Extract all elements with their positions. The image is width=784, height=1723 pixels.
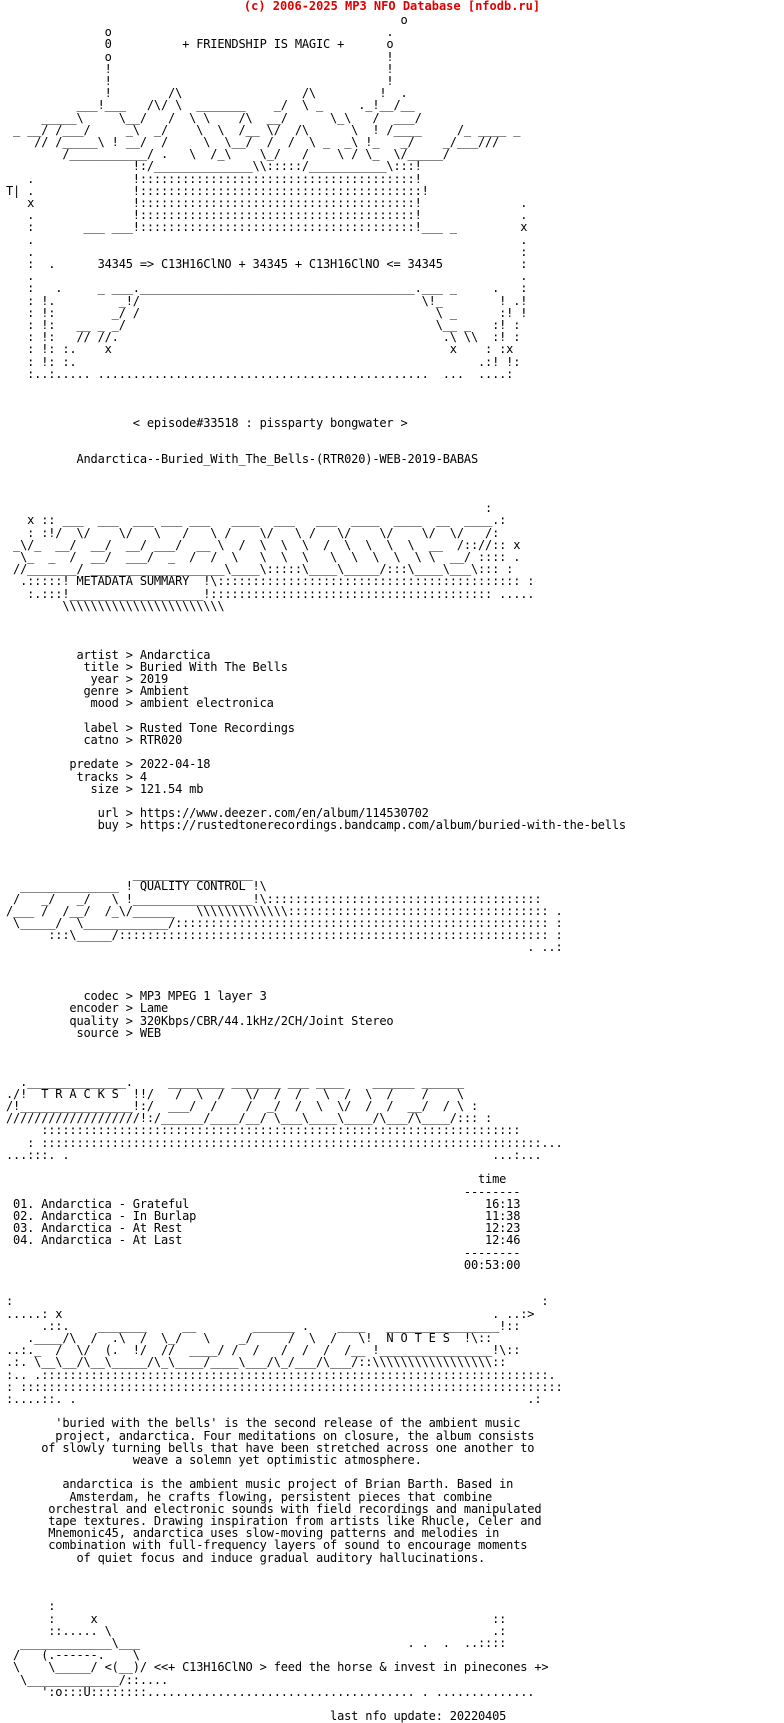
nfo-line: ///////////////////!:/______/____/__/ \___\____\____/\___/\____/::: :	[6, 1111, 493, 1126]
nfo-line: :	[6, 501, 493, 516]
nfo-line: /___ / /__/ /_\/______ \\\\\\\\\\\\\::::::::::::::::::::::::::::::::::::: .	[6, 903, 563, 918]
nfo-line: mood > ambient electronica	[6, 696, 274, 711]
nfo-line: . !:::::::::::::::::::::::::::::::::::::::! .	[6, 208, 528, 223]
nfo-line: T| . !::::::::::::::::::::::::::::::::::::::::!	[6, 183, 429, 198]
nfo-line: of slowly turning bells that have been stretched across one another to	[6, 1440, 535, 1455]
nfo-line: andarctica is the ambient music project of Brian Barth. Based in	[6, 1477, 514, 1492]
nfo-line: ! !	[6, 74, 394, 89]
nfo-line: ______________ ! QUALITY CONTROL !\	[6, 879, 267, 894]
nfo-line: _____________\___ . . . ..::::	[6, 1636, 507, 1651]
nfo-line: / (.------. \	[6, 1648, 140, 1663]
nfo-line: : !. _!/ \!_ ! .!	[6, 293, 528, 308]
nfo-line: : !: __ _ _/ \__ _ :! :	[6, 318, 521, 333]
nfo-line: Amsterdam, he crafts flowing, persistent pieces that combine	[6, 1489, 493, 1504]
nfo-line: . .	[6, 232, 528, 247]
nfo-line: : . _ ___._______________________________________.___ _ . :	[6, 281, 528, 296]
nfo-line: ..:._ / \/ (. !/ // ____/ / / / / / /__ !________________!\::	[6, 1343, 521, 1358]
nfo-line: : :::::::::::::::::::::::::::::::::::::::::::::::::::::::::::::::::::::::::::::	[6, 1379, 563, 1394]
nfo-line: size > 121.54 mb	[6, 781, 204, 796]
nfo-line: :.. .::::::::::::::::::::::::::::::::::::::::::::::::::::::::::::::::::::::::.	[6, 1367, 556, 1382]
nfo-line: 0 + FRIENDSHIP IS MAGIC + o	[6, 37, 394, 52]
nfo-line: codec > MP3 MPEG 1 layer 3	[6, 989, 267, 1004]
nfo-ascii-art	[6, 14, 626, 1722]
nfo-line: 03. Andarctica - At Rest 12:23	[6, 1221, 521, 1236]
nfo-line: predate > 2022-04-18	[6, 757, 211, 772]
nfo-line: . ..:	[6, 940, 563, 955]
nfo-line: genre > Ambient	[6, 684, 190, 699]
nfo-line: ...:::. . ...:...	[6, 1147, 542, 1162]
nfo-line: 02. Andarctica - In Burlap 11:38	[6, 1208, 521, 1223]
nfo-line: !:/______________\\:::::/___________\:::!	[6, 159, 422, 174]
nfo-line: orchestral and electronic sounds with field recordings and manipulated	[6, 1501, 542, 1516]
nfo-line: : :	[6, 1294, 549, 1309]
nfo-line: . :	[6, 244, 528, 259]
nfo-line: \_____/ \____________/::::::::::::::::::::::::::::::::::::::::::::::::::::: :	[6, 916, 563, 931]
nfo-line: ::..... \ .:	[6, 1623, 507, 1638]
nfo-line: x :: ___ ___ ___ ___ ___ ____ ___ ___ ____ ____ __ ____.:	[6, 513, 507, 528]
nfo-line: label > Rusted Tone Recordings	[6, 720, 295, 735]
nfo-line: Mnemonic45, andarctica uses slow-moving patterns and melodies in	[6, 1526, 500, 1541]
nfo-line: encoder > Lame	[6, 1001, 169, 1016]
nfo-line: : ___ ___!:::::::::::::::::::::::::::::::::::::::!___ _ x	[6, 220, 528, 235]
nfo-line: tape textures. Drawing inspiration from artists like Rhucle, Celer and	[6, 1513, 542, 1528]
nfo-line: /___________/ . \ /_\ \_/ / \ / \_ \/_____/	[6, 147, 450, 162]
nfo-line: .____/\ / .\ / \_/ \ _/ / \ / \! N O T E S !\::	[6, 1330, 493, 1345]
nfo-line: \\\\\\\\\\\\\\\\\\\\\\\	[6, 598, 225, 613]
nfo-line: 01. Andarctica - Grateful 16:13	[6, 1196, 521, 1211]
nfo-line: 00:53:00	[6, 1257, 521, 1272]
nfo-line: .______________. ________ _______ ___ ____ ______ ______	[6, 1074, 464, 1089]
nfo-line: : . 34345 => C13H16ClNO + 34345 + C13H16ClNO <= 34345 :	[6, 257, 528, 272]
nfo-line: tracks > 4	[6, 769, 147, 784]
nfo-line: .:::::! METADATA SUMMARY !\::::::::::::::::::::::::::::::::::::::::::: :	[6, 574, 535, 589]
nfo-line: :..:..... ............................................... ... ....:	[6, 366, 514, 381]
nfo-line: o !	[6, 49, 394, 64]
nfo-line: . !:::::::::::::::::::::::::::::::::::::::!	[6, 171, 422, 186]
nfo-line: _________________	[6, 867, 253, 882]
nfo-line: o	[6, 13, 408, 27]
nfo-line: of quiet focus and induce gradual auditory hallucinations.	[6, 1550, 486, 1565]
nfo-line: source > WEB	[6, 1025, 161, 1040]
nfo-line: _ __/ /___/ _\ _/ \ \ /__ \/ /\ \ ! /____ /_ ____ _	[6, 122, 521, 137]
nfo-line: o .	[6, 25, 394, 40]
nfo-line: < episode#33518 : pissparty bongwater >	[6, 415, 408, 430]
nfo-line: weave a solemn yet optimistic atmosphere.	[6, 1452, 422, 1467]
nfo-line: url > https://www.deezer.com/en/album/114530702	[6, 806, 429, 821]
nfo-line: / _/ _/ \ !_________________!\:::::::::::::::::::::::::::::::::::::::	[6, 891, 542, 906]
nfo-line: : x ::	[6, 1611, 507, 1626]
nfo-line: : !: :. x x : :x	[6, 342, 514, 357]
nfo-line: :::\_____/::::::::::::::::::::::::::::::::::::::::::::::::::::::::::::: :	[6, 928, 563, 943]
nfo-line: year > 2019	[6, 671, 169, 686]
nfo-line: : :::::::::::::::::::::::::::::::::::::::::::::::::::::::::::::::::::::::...	[6, 1135, 563, 1150]
nfo-line: artist > Andarctica	[6, 647, 211, 662]
nfo-line: ! !	[6, 61, 394, 76]
nfo-line: // /_____\ ! __/ / \ \__/ / / \ _ _\ !_ _/ _/___///	[6, 135, 500, 150]
nfo-line: quality > 320Kbps/CBR/44.1kHz/2CH/Joint Stereo	[6, 1013, 394, 1028]
nfo-line: : :!/ \/ \/ \ / \ / \/ \ / \/ \/ \/ \/ /:	[6, 525, 500, 540]
nfo-line: : !: // //. .\ \\ :! :	[6, 330, 521, 345]
nfo-line: .:. \__\__/\__\_____/\_\____/____\___/\_/___/\___/::\\\\\\\\\\\\\\\\\::	[6, 1355, 507, 1370]
nfo-line: : !: :. .:! !:	[6, 354, 521, 369]
nfo-line: :.:::!___________________!:::::::::::::::::::::::::::::::::::::::: .....	[6, 586, 535, 601]
nfo-line: \_ _ / __/ ___/ _ / / \ \ \ \ \ \ \ \ \ \ __/ :::: .	[6, 549, 521, 564]
nfo-line: last nfo update: 20220405	[6, 1709, 507, 1723]
nfo-line: ./! T R A C K S !!/ / \ / \/ / / \ / \ / / \	[6, 1086, 464, 1101]
nfo-line: --------	[6, 1184, 521, 1199]
nfo-line: //_______/ ___________________\____\:::::\____\_____/:::\____\___\::: :	[6, 562, 514, 577]
nfo-line: buy > https://rustedtonerecordings.bandcamp.com/album/buried-with-the-bells	[6, 818, 626, 833]
nfo-line: /!________________!:/ ___/ / / _/ / \ \/ / / __/ / \ :	[6, 1099, 478, 1114]
nfo-line: _\/_ __/ __/ __/ ___/ __ \ / \ \ \ / \ \ \ \ __ /:://:: x	[6, 537, 521, 552]
nfo-line: _____\ \__/ / \ \ /\ __/ \_\ / ___/	[6, 110, 422, 125]
nfo-line: ! /\ /\ ! .	[6, 86, 408, 101]
nfo-line: : !: _/ / \ _ :! !	[6, 305, 528, 320]
nfo-line: .::. _______ __ ______ . ____ ________________!::	[6, 1318, 521, 1333]
nfo-line: .....: x . ..:>	[6, 1306, 535, 1321]
nfo-line: \_____________/::....	[6, 1672, 169, 1687]
nfo-line: . .	[6, 269, 528, 284]
nfo-line: --------	[6, 1245, 521, 1260]
nfo-line: ::::::::::::::::::::::::::::::::::::::::::::::::::::::::::::::::::::	[6, 1123, 521, 1138]
nfo-line: :	[6, 1599, 56, 1614]
nfo-line: x !:::::::::::::::::::::::::::::::::::::::! .	[6, 196, 528, 211]
nfo-line: catno > RTR020	[6, 732, 183, 747]
nfo-line: time	[6, 1172, 507, 1187]
nfo-line: 'buried with the bells' is the second release of the ambient music	[6, 1416, 521, 1431]
nfo-line: ___!___ /\/ \ _______ _/ \ _ ._!__/__	[6, 98, 415, 113]
nfo-line: :....::. . .:	[6, 1391, 542, 1406]
copyright-banner: (c) 2006-2025 MP3 NFO Database [nfodb.ru]	[243, 0, 541, 13]
nfo-line: combination with full-frequency layers of sound to encourage moments	[6, 1538, 528, 1553]
nfo-line: ':o:::U::::::::...................................... . ..............	[6, 1684, 535, 1699]
nfo-line: title > Buried With The Bells	[6, 659, 288, 674]
nfo-line: Andarctica--Buried_With_The_Bells-(RTR020)-WEB-2019-BABAS	[6, 452, 478, 467]
nfo-line: project, andarctica. Four meditations on closure, the album consists	[6, 1428, 535, 1443]
nfo-line: 04. Andarctica - At Last 12:46	[6, 1233, 521, 1248]
nfo-line: \ \_____/ <(__)/ <<+ C13H16ClNO > feed the horse & invest in pinecones +>	[6, 1660, 549, 1675]
